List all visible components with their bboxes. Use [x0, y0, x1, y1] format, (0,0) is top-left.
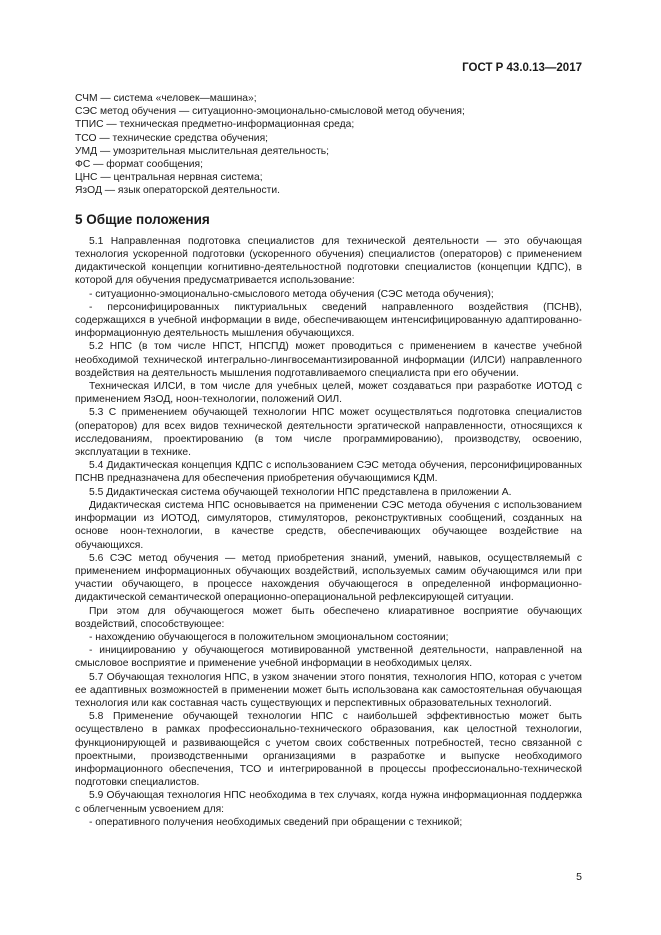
page-content — [75, 92, 582, 829]
paragraph: При этом для обучающегося может быть обеспечено клиаративное восприятие обучающих воздействий, способствующее: — [75, 605, 582, 630]
paragraph: Дидактическая система НПС основывается на применении СЭС метода обучения с использованием информации из ИОТОД, симуляторов, стимуляторов, реконструктивных сообщений, созданных на основе ноон-технологии, в качестве средств, обеспечивающих обучающее воздействие на обучающихся. — [75, 499, 582, 551]
list-item: - ситуационно-эмоционально-смыслового метода обучения (СЭС метода обучения); — [89, 288, 494, 300]
abbreviation-list — [75, 92, 582, 198]
abbreviation-item: ТПИС — техническая предметно-информационная среда; — [75, 119, 355, 131]
paragraph: 5.3 С применением обучающей технологии НПС может осуществляться подготовка специалистов (операторов) для всех видов технической деятельности эргатической направленности, относящихся к исследованиям, проектированию (в том числе программированию), производству, освоению, эксплуатации в технике. — [75, 407, 582, 459]
paragraph: 5.2 НПС (в том числе НПСТ, НПСПД) может проводиться с применением в качестве учебной необходимой технической интегрально-лингвосемантизированной информации (ИЛСИ) направленного воздействия на деятельность мышления подготавливаемого специалиста при его обучении. — [75, 341, 582, 379]
paragraph: 5.7 Обучающая технология НПС, в узком значении этого понятия, технология НПО, которая с учетом ее адаптивных возможностей в применении может быть использована как самостоятельная обучающая технология или как составная часть существующих и перспективных образовательных технологий. — [75, 671, 582, 709]
paragraph: Техническая ИЛСИ, в том числе для учебных целей, может создаваться при разработке ИОТОД с применением ЯзОД, ноон-технологии, положений ОИЛ. — [75, 381, 582, 406]
list-item: - нахождению обучающегося в положительном эмоциональном состоянии; — [89, 631, 449, 643]
section-heading: 5 Общие положения — [75, 211, 210, 227]
paragraph: 5.4 Дидактическая концепция КДПС с использованием СЭС метода обучения, персонифицированных ПСНВ предназначена для обеспечения приобретения обучающимися КДМ. — [75, 460, 582, 485]
abbreviation-item: ЯзОД — язык операторской деятельности. — [75, 185, 280, 197]
paragraph: 5.5 Дидактическая система обучающей технологии НПС представлена в приложении А. — [89, 486, 512, 498]
list-item: - персонифицированных пиктуриальных сведений направленного воздействия (ПСНВ), содержащихся в учебной информации в виде, обеспечивающем интенсифицированную адаптированно-информационную деятельность мышления обучающихся. — [75, 301, 582, 340]
paragraph: 5.9 Обучающая технология НПС необходима в тех случаях, когда нужна информационная поддержка с облегченным усвоением для: — [75, 790, 582, 815]
abbreviation-item: УМД — умозрительная мыслительная деятельность; — [75, 145, 330, 157]
abbreviation-item: ФС — формат сообщения; — [75, 159, 203, 171]
document-code: ГОСТ Р 43.0.13—2017 — [462, 62, 582, 74]
abbreviation-item: СЭС метод обучения — ситуационно-эмоционально-смысловой метод обучения; — [75, 106, 465, 118]
page-number: 5 — [576, 871, 582, 883]
list-item: - инициированию у обучающегося мотивированной умственной деятельности, направленной на смысловое восприятие и применение учебной информации в необходимых целях. — [75, 645, 582, 670]
paragraph: 5.1 Направленная подготовка специалистов для технической деятельности — это обучающая технология ускоренной подготовки (ускоренного обучения) специалистов (операторов) с применением дидактической концепции когнитивно-деятельностной подготовки специалистов (концепции КДПС), в которой для обучения предусматривается использование: — [75, 235, 582, 287]
list-item: - оперативного получения необходимых сведений при обращении с техникой; — [89, 816, 463, 828]
abbreviation-item: СЧМ — система «человек—машина»; — [75, 93, 257, 104]
paragraph: 5.6 СЭС метод обучения — метод приобретения знаний, умений, навыков, осуществляемый с применением информационных обучающих воздействий, используемых самим обучающимся или при участии обучающего, в процессе нахождения обучающегося в определенной информационно-дидактической семантической операционно-операциональной рефлексирующей ситуации. — [75, 552, 582, 604]
abbreviation-item: ЦНС — центральная нервная система; — [75, 172, 263, 184]
abbreviation-item: ТСО — технические средства обучения; — [75, 132, 269, 144]
paragraph: 5.8 Применение обучающей технологии НПС с наибольшей эффективностью может быть осуществлено в рамках профессионально-технического образования, как целостной технологии, функционирующей и развивающейся с учетом своих собственных потребностей, тесно связанной с проектными, производственными организациями в разработке и выпуске необходимого информационного обеспечения, ТСО и интегрированной в процессы профессионально-технической подготовки специалистов. — [75, 711, 582, 789]
